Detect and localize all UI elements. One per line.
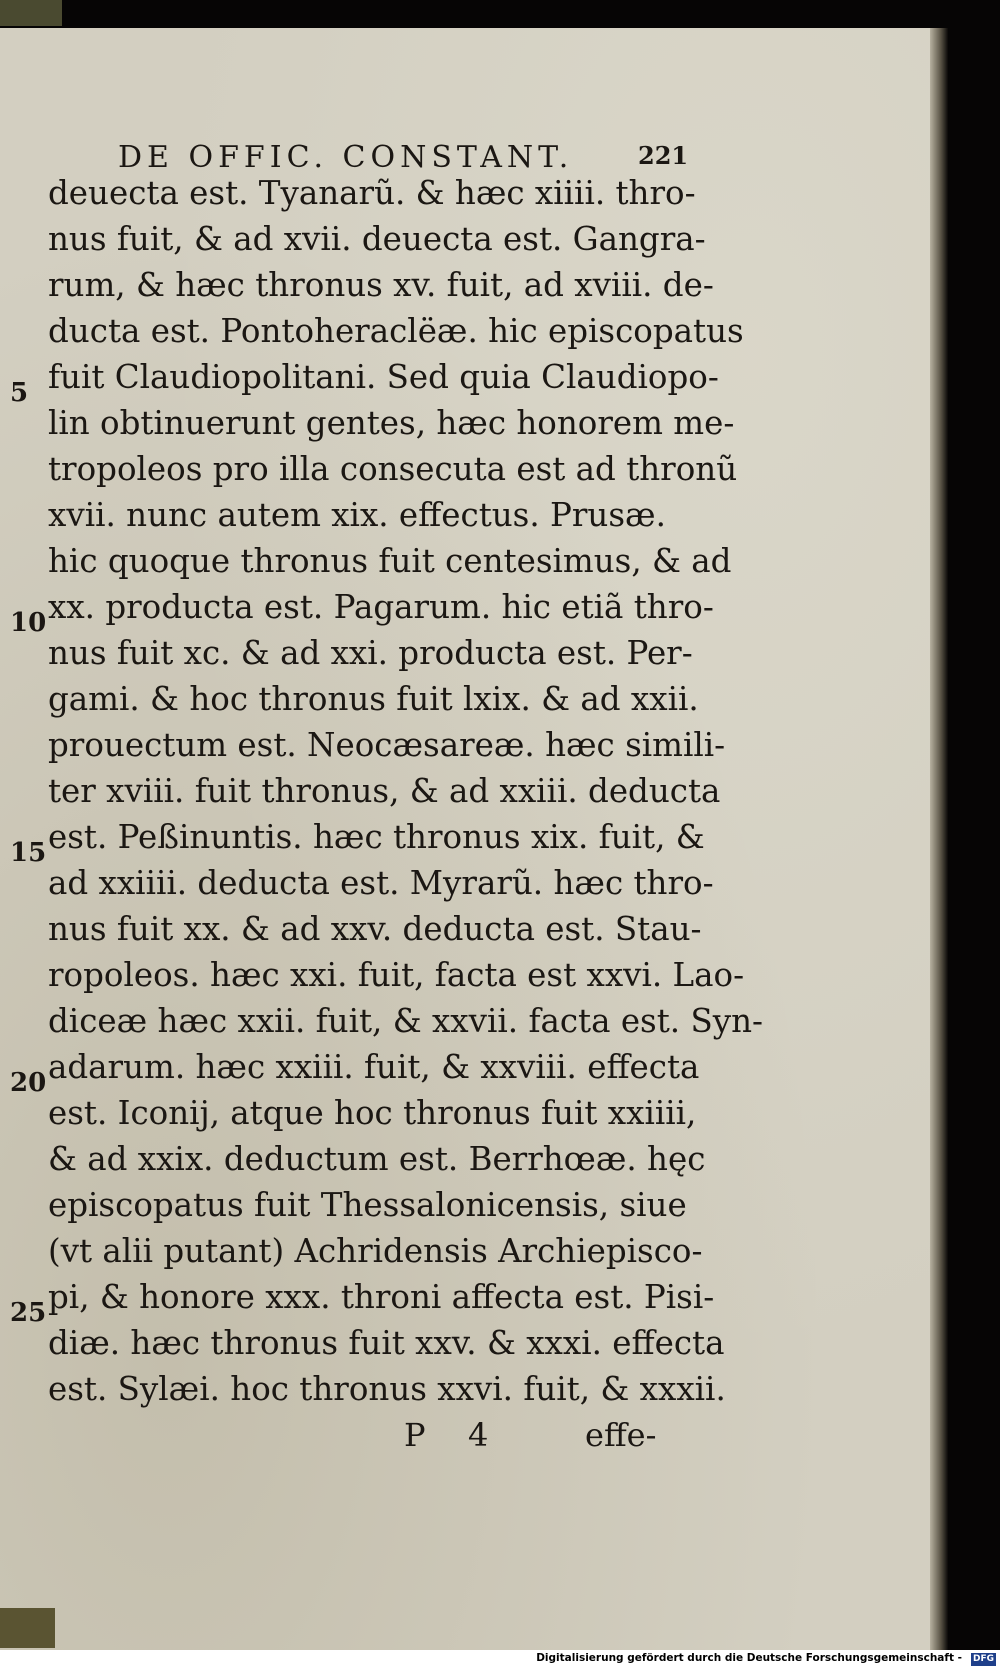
text-line: diæ. hæc thronus fuit xxv. & xxxi. effecta [48,1324,725,1362]
text-line: est. Sylæi. hoc thronus xxvi. fuit, & xxxii. [48,1370,726,1408]
text-line: nus fuit, & ad xvii. deuecta est. Gangra- [48,220,706,258]
text-line: tropoleos pro illa consecuta est ad thronũ [48,450,738,488]
text-line: lin obtinuerunt gentes, hæc honorem me- [48,404,735,442]
line-number: 5 [10,378,29,408]
text-line: gami. & hoc thronus fuit lxix. & ad xxii. [48,680,699,718]
text-line: nus fuit xx. & ad xxv. deducta est. Stau- [48,910,702,948]
text-line: episcopatus fuit Thessalonicensis, siue [48,1186,687,1224]
text-line: pi, & honore xxx. throni affecta est. Pisi- [48,1278,715,1316]
catchword: effe- [585,1416,657,1454]
credit-text: Digitalisierung gefördert durch die Deutsche Forschungsgemeinschaft - [536,1652,962,1664]
text-line: est. Peßinuntis. hæc thronus xix. fuit, & [48,818,705,856]
text-line: ropoleos. hæc xxi. fuit, facta est xxvi. Lao- [48,956,745,994]
text-line: ducta est. Pontoheraclëæ. hic episcopatus [48,312,744,350]
text-line: ter xviii. fuit thronus, & ad xxiii. deducta [48,772,721,810]
running-title: DE OFFIC. CONSTANT. [118,140,574,175]
text-line: rum, & hæc thronus xv. fuit, ad xviii. de- [48,266,714,304]
text-line: deuecta est. Tyanarũ. & hæc xiiii. thro- [48,174,696,212]
line-number: 20 [10,1068,47,1098]
credit-bar [0,1650,1000,1670]
book-page [0,28,940,1650]
text-line: ad xxiiii. deducta est. Myrarũ. hæc thro- [48,864,714,902]
text-line: est. Iconij, atque hoc thronus fuit xxiiii, [48,1094,697,1132]
line-number: 25 [10,1298,47,1328]
text-line: adarum. hæc xxiii. fuit, & xxviii. effecta [48,1048,700,1086]
text-line: prouectum est. Neocæsareæ. hæc simili- [48,726,726,764]
text-line: (vt alii putant) Achridensis Archiepisco- [48,1232,703,1270]
dfg-logo: DFG [972,1654,994,1664]
line-number: 15 [10,838,47,868]
text-line: hic quoque thronus fuit centesimus, & ad [48,542,732,580]
folio-number: 221 [638,141,689,170]
text-block [0,28,940,1650]
text-line: & ad xxix. deductum est. Berrhœæ. hęc [48,1140,706,1178]
text-line: xvii. nunc autem xix. effectus. Prusæ. [48,496,666,534]
text-line: xx. producta est. Pagarum. hic etiã thro- [48,588,714,626]
text-line: diceæ hæc xxii. fuit, & xxvii. facta est. Syn- [48,1002,763,1040]
signature-mark: P [404,1416,426,1454]
line-number: 10 [10,608,47,638]
scan-corner-bottom [0,1608,55,1648]
text-line: fuit Claudiopolitani. Sed quia Claudiopo- [48,358,719,396]
text-line: nus fuit xc. & ad xxi. producta est. Per- [48,634,693,672]
scan-corner-top [0,0,62,26]
signature-number: 4 [468,1416,489,1454]
page-edge-shadow [930,28,948,1650]
